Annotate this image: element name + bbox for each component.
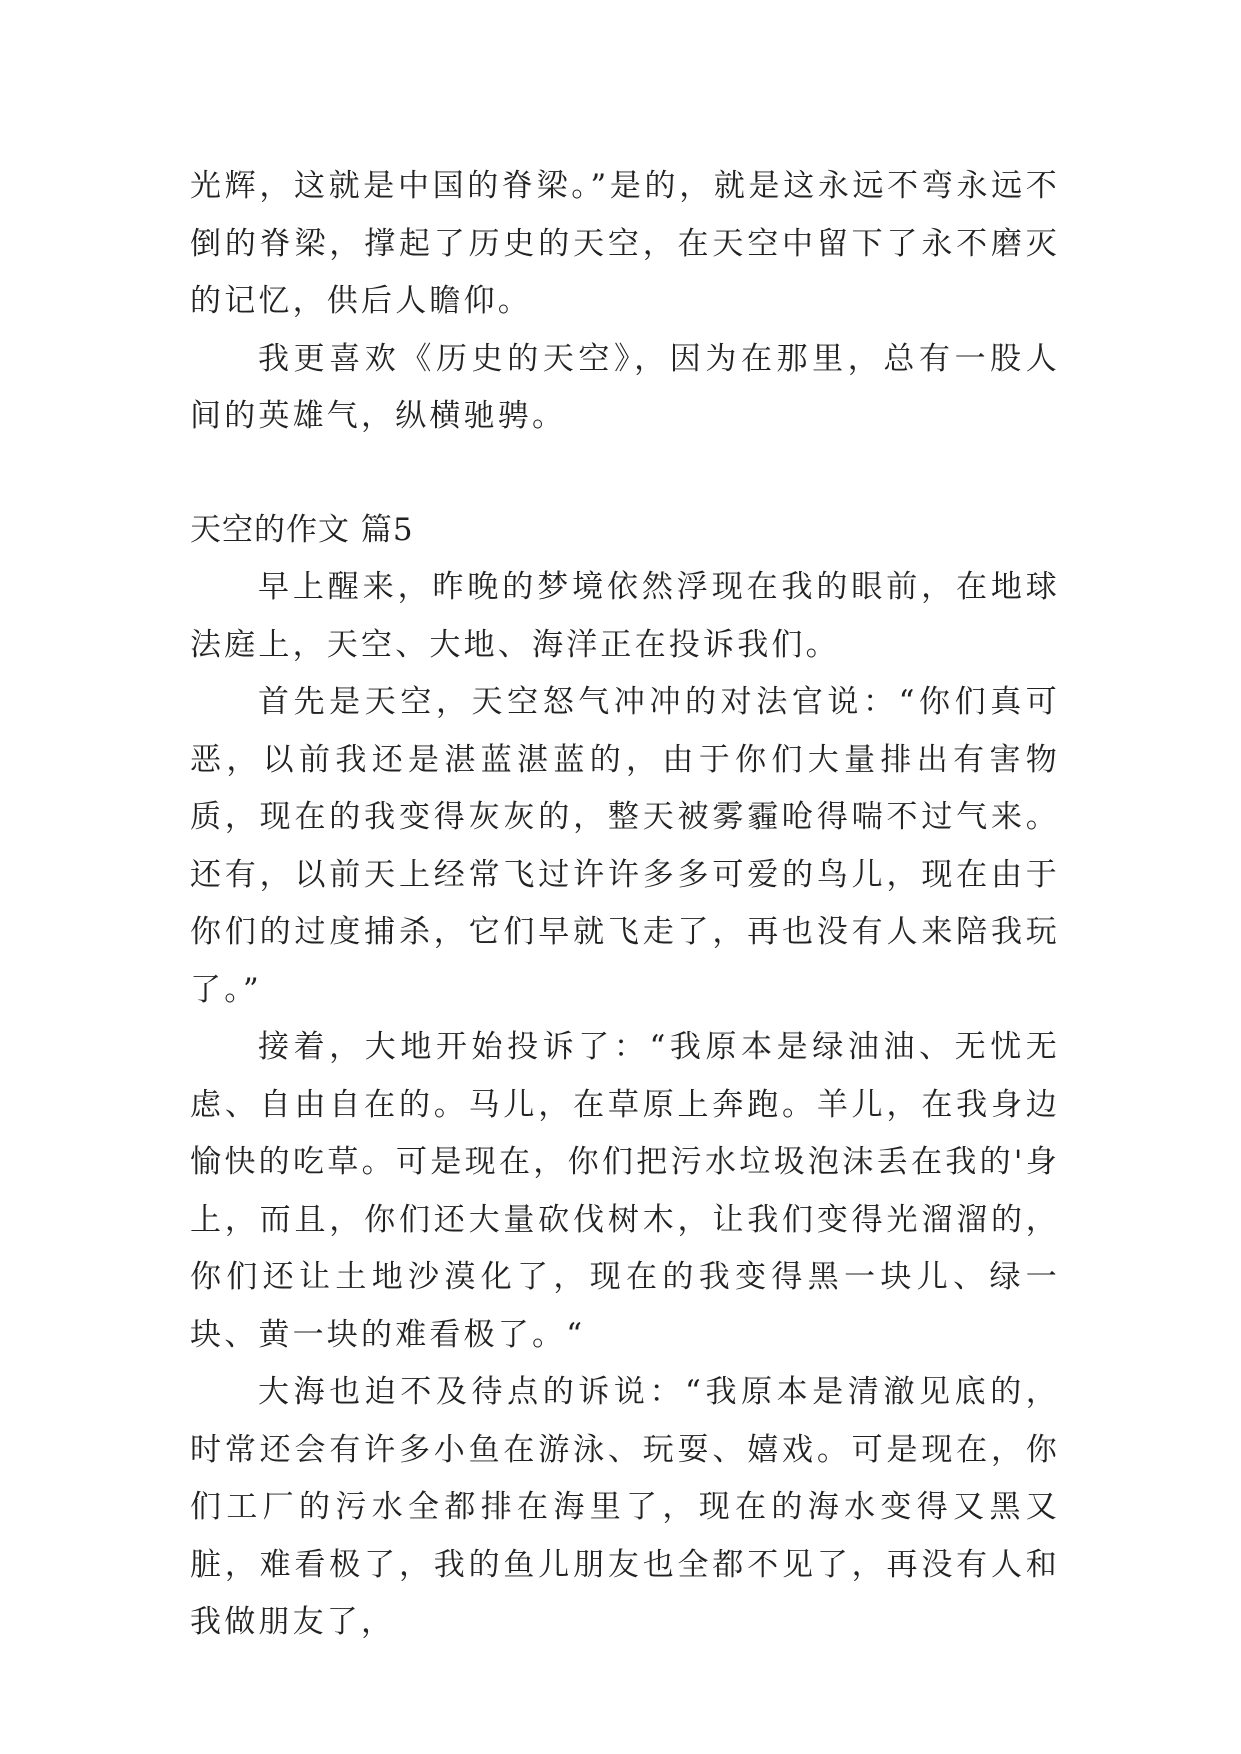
paragraph-4: 首先是天空，天空怒气冲冲的对法官说：“你们真可恶，以前我还是湛蓝湛蓝的，由于你们大量排出有害物质，现在的我变得灰灰的，整天被雾霾呛得喘不过气来。还有，以前天上经常飞过许许多多可爱的鸟儿，现在由于你们的过度捕杀，它们早就飞走了，再也没有人来陪我玩了。”	[190, 684, 1060, 1008]
section-spacer	[190, 446, 1060, 502]
paragraph-3: 早上醒来，昨晚的梦境依然浮现在我的眼前，在地球法庭上，天空、大地、海洋正在投诉我们。	[190, 569, 1060, 663]
document-body	[190, 158, 1060, 1652]
paragraph-6: 大海也迫不及待点的诉说：“我原本是清澈见底的，时常还会有许多小鱼在游泳、玩耍、嬉戏。可是现在，你们工厂的污水全都排在海里了，现在的海水变得又黑又脏，难看极了，我的鱼儿朋友也全都不见了，再没有人和我做朋友了，	[190, 1374, 1060, 1640]
paragraph-2: 我更喜欢《历史的天空》，因为在那里，总有一股人间的英雄气，纵横驰骋。	[190, 340, 1060, 434]
section-title: 天空的作文 篇5	[190, 511, 414, 548]
paragraph-1: 光辉，这就是中国的脊梁。”是的，就是这永远不弯永远不倒的脊梁，撑起了历史的天空，在天空中留下了永不磨灭的记忆，供后人瞻仰。	[190, 168, 1060, 319]
paragraph-5: 接着，大地开始投诉了：“我原本是绿油油、无忧无虑、自由自在的。马儿，在草原上奔跑。羊儿，在我身边愉快的吃草。可是现在，你们把污水垃圾泡沫丢在我的'身上，而且，你们还大量砍伐树木，让我们变得光溜溜的，你们还让土地沙漠化了，现在的我变得黑一块儿、绿一块、黄一块的难看极了。“	[190, 1029, 1060, 1353]
